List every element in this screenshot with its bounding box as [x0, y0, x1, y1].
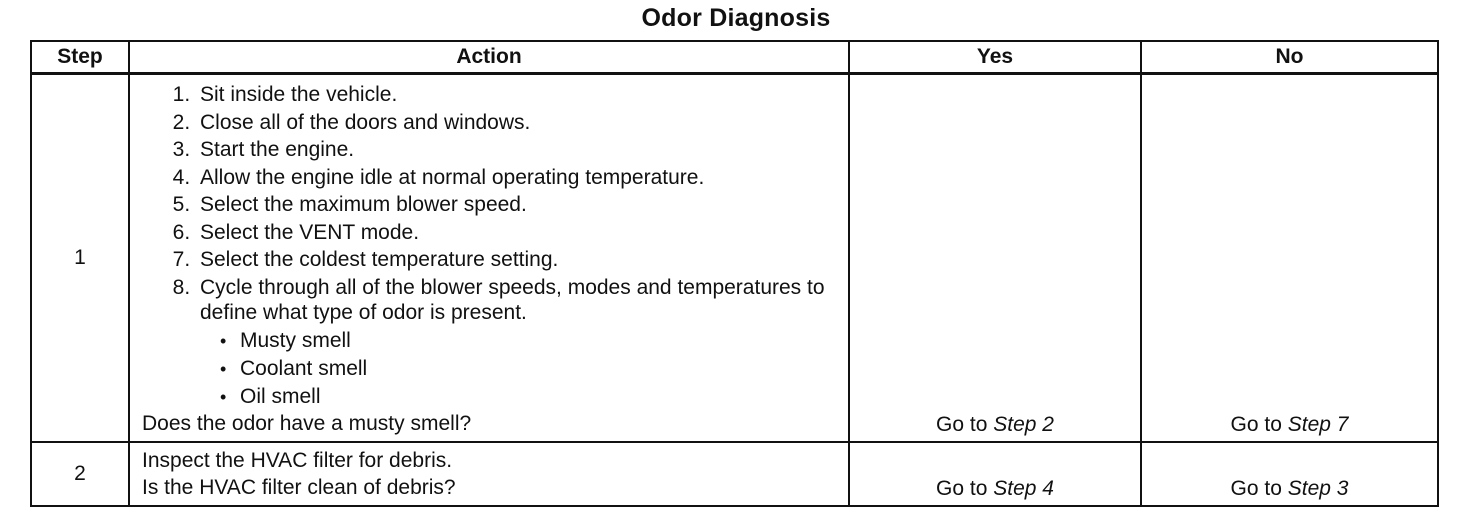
header-action: Action [129, 41, 849, 74]
yes-goto [850, 477, 1140, 501]
action-step: 2. Close all of the doors and windows. [196, 109, 838, 137]
no-goto [1142, 413, 1437, 437]
page-title: Odor Diagnosis [641, 4, 831, 32]
action-cell [129, 442, 849, 506]
goto-step-link: Step 7 [1287, 412, 1349, 436]
goto-prefix: Go to [1230, 476, 1282, 500]
action-step: 4. Allow the engine idle at normal operating temperature. [196, 164, 838, 192]
no-goto [1142, 477, 1437, 501]
smell-item: • Oil smell [216, 383, 838, 411]
table-row [31, 442, 1438, 506]
yes-cell [849, 74, 1141, 442]
goto-step-link: Step 2 [993, 412, 1054, 436]
smell-item: • Coolant smell [216, 355, 838, 383]
goto-prefix: Go to [936, 412, 988, 436]
goto-prefix: Go to [1230, 412, 1282, 436]
action-step: 5. Select the maximum blower speed. [196, 191, 838, 219]
smell-list [200, 327, 838, 411]
action-line: Is the HVAC filter clean of debris? [142, 475, 456, 499]
goto-step-link: Step 3 [1287, 476, 1349, 500]
goto-prefix: Go to [936, 476, 988, 500]
yes-goto [850, 413, 1140, 437]
action-step-text: Cycle through all of the blower speeds, modes and temperatures to define what type of odor is present. [200, 275, 825, 324]
action-step: 7. Select the coldest temperature setting. [196, 246, 838, 274]
header-no: No [1141, 41, 1438, 74]
step-number: 2 [31, 442, 129, 506]
header-yes: Yes [849, 41, 1141, 74]
table-header-row [31, 41, 1438, 74]
no-cell [1141, 442, 1438, 506]
table-row [31, 74, 1438, 442]
action-step: 3. Start the engine. [196, 136, 838, 164]
step-number: 1 [31, 74, 129, 442]
action-question: Does the odor have a musty smell? [142, 411, 472, 435]
yes-cell [849, 442, 1141, 506]
header-step: Step [31, 41, 129, 74]
action-line: Inspect the HVAC filter for debris. [142, 448, 453, 472]
goto-step-link: Step 4 [993, 476, 1054, 500]
action-cell [129, 74, 849, 442]
action-step [196, 274, 838, 411]
action-step-list [142, 81, 838, 411]
action-step: 6. Select the VENT mode. [196, 219, 838, 247]
action-step: 1. Sit inside the vehicle. [196, 81, 838, 109]
no-cell [1141, 74, 1438, 442]
smell-item: • Musty smell [216, 327, 838, 355]
odor-diagnosis-table [30, 40, 1439, 507]
